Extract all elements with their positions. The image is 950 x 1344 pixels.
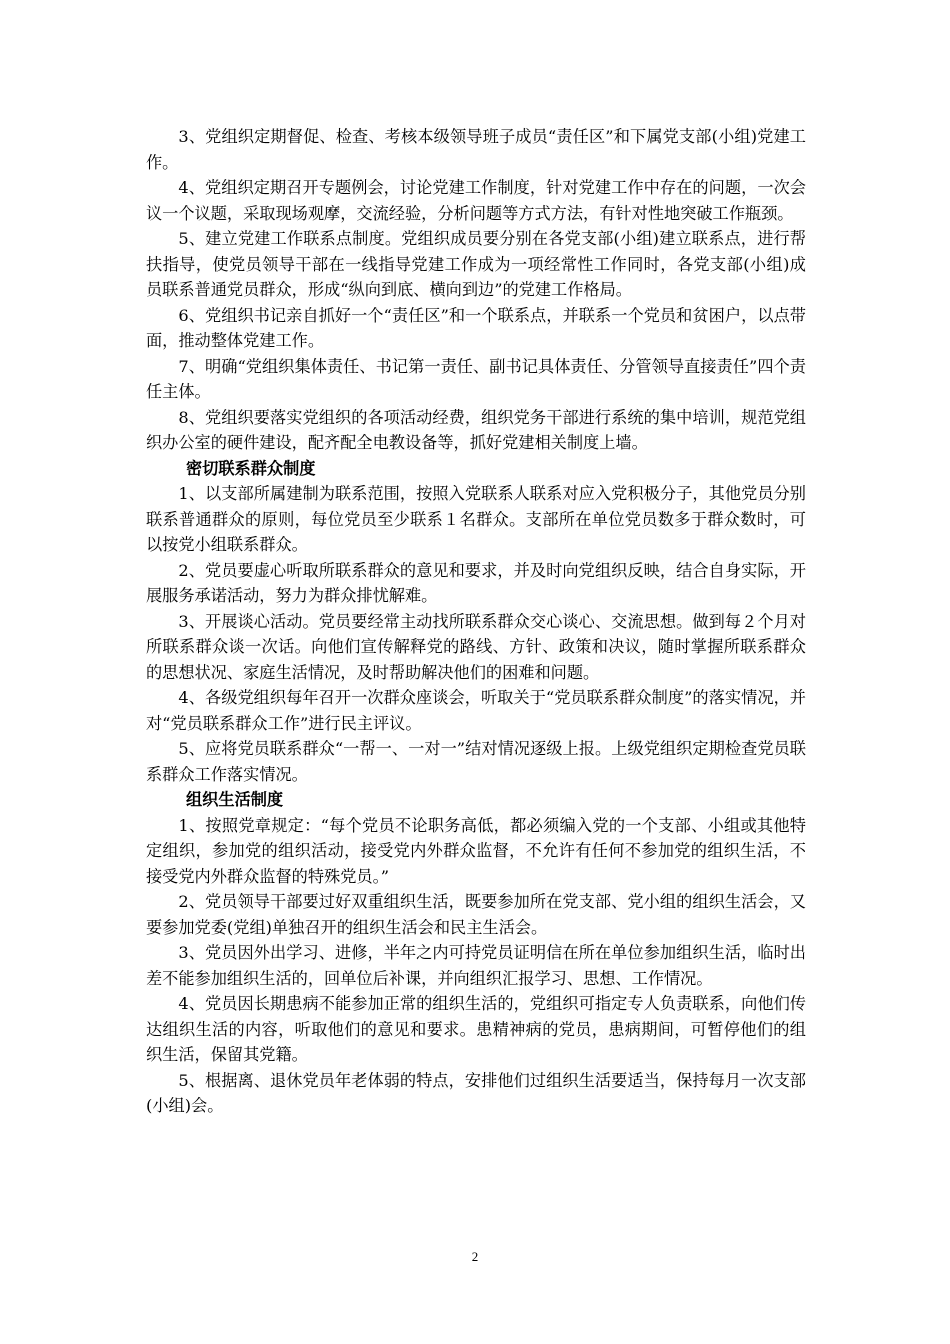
- paragraph: 2、党员要虚心听取所联系群众的意见和要求，并及时向党组织反映，结合自身实际，开展服务承诺活动，努力为群众排忧解难。: [146, 560, 806, 605]
- paragraph: 5、建立党建工作联系点制度。党组织成员要分别在各党支部(小组)建立联系点，进行帮扶指导，使党员领导干部在一线指导党建工作成为一项经常性工作同时，各党支部(小组)成员联系普通党员群众，形成“纵向到底、横向到边”的党建工作格局。: [146, 229, 806, 299]
- paragraph: 8、党组织要落实党组织的各项活动经费，组织党务干部进行系统的集中培训，规范党组织办公室的硬件建设，配齐配全电教设备等，抓好党建相关制度上墙。: [146, 407, 806, 452]
- paragraph: 1、按照党章规定：“每个党员不论职务高低，都必须编入党的一个支部、小组或其他特定组织，参加党的组织活动，接受党内外群众监督，不允许有任何不参加党的组织生活，不接受党内外群众监督的特殊党员。”: [146, 815, 806, 886]
- paragraph: 5、应将党员联系群众“一帮一、一对一”结对情况逐级上报。上级党组织定期检查党员联系群众工作落实情况。: [146, 739, 806, 784]
- paragraph: 1、以支部所属建制为联系范围，按照入党联系人联系对应入党积极分子，其他党员分别联系普通群众的原则，每位党员至少联系１名群众。支部所在单位党员数多于群众数时，可以按党小组联系群众。: [146, 484, 806, 554]
- paragraph: 6、党组织书记亲自抓好一个“责任区”和一个联系点，并联系一个党员和贫困户，以点带面，推动整体党建工作。: [146, 305, 806, 350]
- paragraph: 4、各级党组织每年召开一次群众座谈会，听取关于“党员联系群众制度”的落实情况，并对“党员联系群众工作”进行民主评议。: [146, 688, 806, 733]
- paragraph: 3、党组织定期督促、检查、考核本级领导班子成员“责任区”和下属党支部(小组)党建工作。: [146, 127, 806, 172]
- page-number: 2: [471, 1249, 479, 1264]
- paragraph: 4、党组织定期召开专题例会，讨论党建工作制度，针对党建工作中存在的问题，一次会议一个议题，采取现场观摩，交流经验，分析问题等方式方法，有针对性地突破工作瓶颈。: [146, 178, 806, 223]
- paragraph: 3、开展谈心活动。党员要经常主动找所联系群众交心谈心、交流思想。做到每２个月对所联系群众谈一次话。向他们宣传解释党的路线、方针、政策和决议，随时掌握所联系群众的思想状况、家庭生活情况，及时帮助解决他们的困难和问题。: [146, 611, 806, 682]
- paragraph: 5、根据离、退休党员年老体弱的特点，安排他们过组织生活要适当，保持每月一次支部(小组)会。: [146, 1070, 806, 1115]
- paragraph: 7、明确“党组织集体责任、书记第一责任、副书记具体责任、分管领导直接责任”四个责任主体。: [146, 356, 806, 401]
- document-body: [146, 124, 806, 1119]
- section-heading: 组织生活制度: [186, 790, 284, 809]
- section-heading: 密切联系群众制度: [186, 458, 316, 478]
- paragraph: 4、党员因长期患病不能参加正常的组织生活的，党组织可指定专人负责联系，向他们传达组织生活的内容，听取他们的意见和要求。患精神病的党员，患病期间，可暂停他们的组织生活，保留其党籍。: [146, 994, 806, 1064]
- paragraph: 3、党员因外出学习、进修，半年之内可持党员证明信在所在单位参加组织生活，临时出差不能参加组织生活的，回单位后补课，并向组织汇报学习、思想、工作情况。: [146, 943, 806, 988]
- paragraph: 2、党员领导干部要过好双重组织生活，既要参加所在党支部、党小组的组织生活会，又要参加党委(党组)单独召开的组织生活会和民主生活会。: [146, 892, 806, 937]
